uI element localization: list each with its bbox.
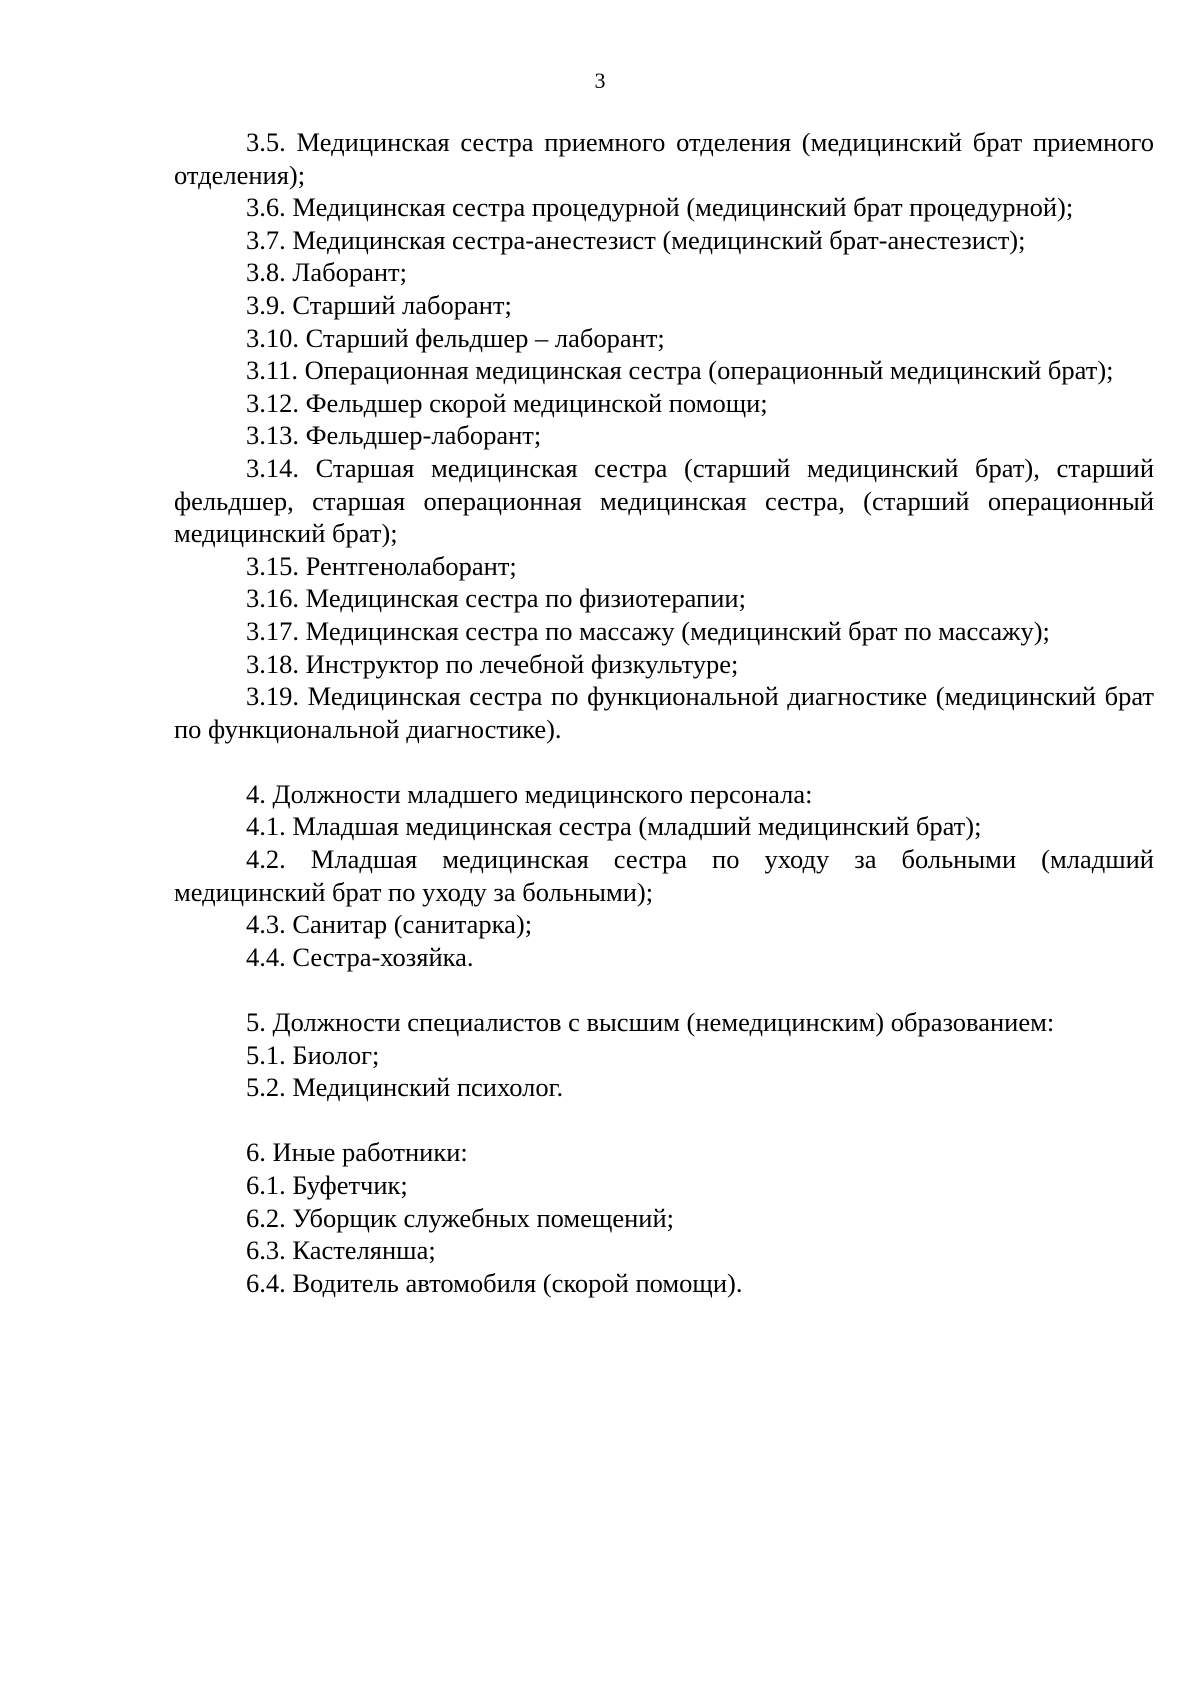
- list-item: 3.14. Старшая медицинская сестра (старший медицинский брат), старший фельдшер, старшая операционная медицинская сестра, (старший операционный медицинский брат);: [174, 452, 1154, 549]
- section-gap: [174, 973, 1154, 1006]
- list-item: 3.12. Фельдшер скорой медицинской помощи;: [246, 387, 768, 418]
- list-item: 3.13. Фельдшер-лаборант;: [246, 420, 542, 451]
- list-item: 6.3. Кастелянша;: [246, 1235, 436, 1266]
- list-item: 3.18. Инструктор по лечебной физкультуре;: [246, 648, 739, 679]
- list-item: 3.7. Медицинская сестра-анестезист (медицинский брат-анестезист);: [246, 224, 1026, 255]
- list-item: 5.2. Медицинский психолог.: [246, 1072, 564, 1103]
- list-item: 3.19. Медицинская сестра по функциональной диагностике (медицинский брат по функциональной диагностике).: [174, 681, 1154, 744]
- list-item: 6.4. Водитель автомобиля (скорой помощи).: [246, 1267, 743, 1298]
- section-heading: 6. Иные работники:: [246, 1137, 468, 1168]
- list-item: 3.16. Медицинская сестра по физиотерапии;: [246, 583, 746, 614]
- list-item: 3.11. Операционная медицинская сестра (операционный медицинский брат);: [246, 355, 1114, 386]
- list-item: 4.2. Младшая медицинская сестра по уходу за больными (младший медицинский брат по уходу за больными);: [174, 844, 1154, 907]
- list-item: 3.9. Старший лаборант;: [246, 289, 512, 320]
- section-heading: 5. Должности специалистов с высшим (немедицинским) образованием:: [246, 1007, 1055, 1038]
- section-gap: [174, 745, 1154, 778]
- list-item: 3.8. Лаборант;: [246, 257, 407, 288]
- list-item: 6.2. Уборщик служебных помещений;: [246, 1202, 675, 1233]
- list-item: 5.1. Биолог;: [246, 1039, 380, 1070]
- list-item: 4.1. Младшая медицинская сестра (младший медицинский брат);: [246, 811, 982, 842]
- section-gap: [174, 1104, 1154, 1137]
- list-item: 4.4. Сестра-хозяйка.: [246, 941, 474, 972]
- list-item: 6.1. Буфетчик;: [246, 1170, 408, 1200]
- list-item: 3.5. Медицинская сестра приемного отделения (медицинский брат приемного отделения);: [174, 127, 1154, 190]
- list-item: 4.3. Санитар (санитарка);: [246, 909, 533, 940]
- page-number: 3: [594, 68, 606, 93]
- list-item: 3.10. Старший фельдшер – лаборант;: [246, 322, 665, 353]
- list-item: 3.17. Медицинская сестра по массажу (медицинский брат по массажу);: [246, 615, 1050, 646]
- document-body: [174, 126, 1154, 1299]
- list-item: 3.6. Медицинская сестра процедурной (медицинский брат процедурной);: [246, 192, 1074, 223]
- list-item: 3.15. Рентгенолаборант;: [246, 550, 517, 581]
- section-heading: 4. Должности младшего медицинского персонала:: [246, 778, 813, 809]
